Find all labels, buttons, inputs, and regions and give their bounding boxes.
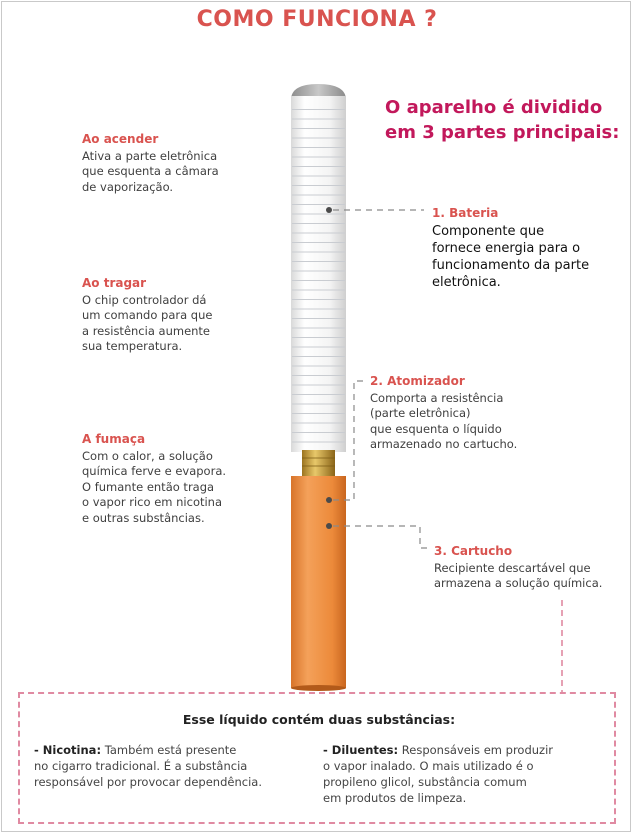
marker-atomizador: [326, 497, 332, 503]
nicotina-label: - Nicotina:: [34, 743, 102, 757]
part-atomizador: [370, 374, 570, 453]
marker-bateria: [326, 207, 332, 213]
connector: [302, 450, 335, 476]
substances-box: [18, 692, 616, 824]
cartridge-body: [291, 476, 346, 688]
note-heading: Ao acender: [82, 132, 159, 146]
part-heading: 3. Cartucho: [434, 544, 513, 558]
cartridge-bottom: [291, 685, 346, 691]
nicotina-text: Também está presente no cigarro tradicional. É a substância responsável por provocar dependência.: [34, 743, 262, 789]
part-heading: 2. Atomizador: [370, 374, 465, 388]
note-text: Ativa a parte eletrônica que esquenta a câmara de vaporização.: [82, 148, 219, 194]
note-heading: Ao tragar: [82, 276, 147, 290]
part-text: Comporta a resistência (parte eletrônica) que esquenta o líquido armazenado no cartucho.: [370, 390, 518, 451]
part-cartucho: [434, 544, 629, 592]
substances-title: Esse líquido contém duas substâncias:: [182, 712, 456, 727]
part-text: Componente que fornece energia para o funcionamento da parte eletrônica.: [432, 224, 590, 290]
diluentes-text: Responsáveis em produzir o vapor inalado. O mais utilizado é o propileno glicol, substância comum em produtos de limpeza.: [323, 743, 553, 805]
diluentes-label: - Diluentes:: [323, 743, 399, 757]
part-heading: 1. Bateria: [432, 206, 499, 220]
part-bateria: [432, 205, 627, 291]
part-text: Recipiente descartável que armazena a solução química.: [434, 560, 603, 590]
page-title: COMO FUNCIONA ?: [196, 7, 438, 32]
diluentes-column: [323, 742, 593, 806]
intro-text: O aparelho é dividido em 3 partes principais:: [385, 97, 620, 143]
nicotina-column: [34, 742, 304, 790]
note-heading: A fumaça: [82, 432, 146, 446]
note-text: O chip controlador dá um comando para que a resistência aumente sua temperatura.: [82, 292, 213, 353]
marker-cartucho: [326, 523, 332, 529]
leader-cartucho: [333, 526, 428, 548]
note-text: Com o calor, a solução química ferve e evapora. O fumante então traga o vapor rico em nicotina e outras substâncias.: [82, 448, 227, 525]
battery-ribs: [292, 104, 345, 444]
